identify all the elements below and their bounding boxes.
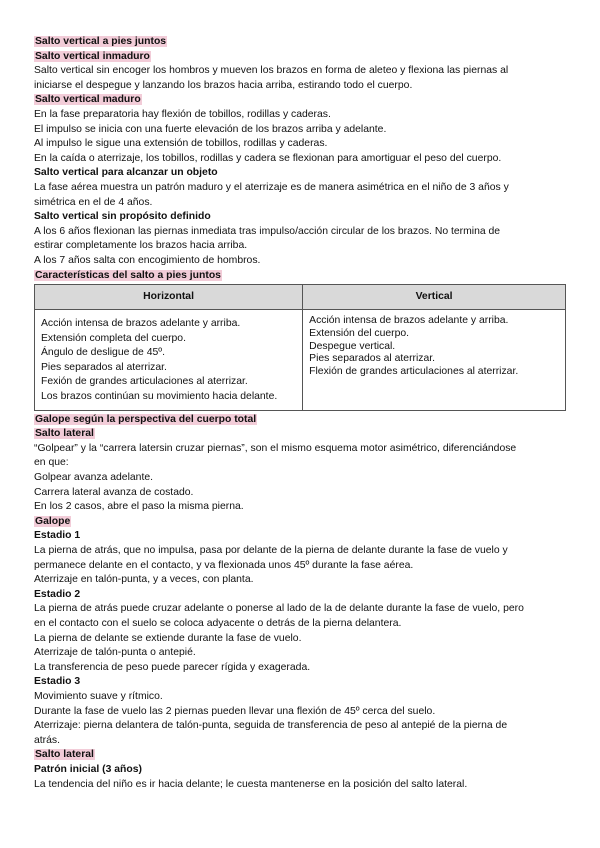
column-header-horizontal: Horizontal — [35, 285, 303, 310]
section-heading — [34, 35, 566, 50]
paragraph-line: Aterrizaje en talón-punta, y a veces, con planta. — [34, 574, 254, 586]
estadio1-title: Estadio 1 — [34, 530, 81, 542]
sinproposito-title: Salto vertical sin propósito definido — [34, 211, 211, 223]
patron-title: Patrón inicial (3 años) — [34, 763, 142, 775]
list-item: Acción intensa de brazos adelante y arriba. — [309, 315, 509, 327]
list-item: Ángulo de desligue de 45º. — [41, 347, 165, 359]
paragraph-line: atrás. — [34, 734, 60, 746]
salto-lateral-title-1: Salto lateral — [35, 428, 94, 440]
list-item: Los brazos continúan su movimiento hacia delante. — [41, 391, 278, 403]
paragraph-line: La pierna de atrás, que no impulsa, pasa por delante de la pierna de delante durante la fase de vuelo y — [34, 545, 508, 556]
list-item: Fexión de grandes articulaciones al aterrizar. — [41, 376, 248, 388]
salto-lateral-title-2: Salto lateral — [35, 749, 94, 761]
table-row — [35, 310, 566, 411]
galope-title: Galope — [35, 515, 71, 527]
paragraph-line: En los 2 casos, abre el paso la misma pierna. — [34, 501, 244, 513]
paragraph-line: iniciarse el despegue y lanzando los brazos hacia arriba, estirando todo el cuerpo. — [34, 79, 413, 91]
paragraph-line: permanece delante en el contacto, y va flexionada unos 45º durante la fase aérea. — [34, 559, 414, 571]
subheading — [34, 748, 566, 763]
paragraph-line: La tendencia del niño es ir hacia delante; le cuesta mantenerse en la posición del salto lateral. — [34, 778, 468, 790]
column-header-vertical: Vertical — [303, 285, 566, 310]
subheading — [34, 515, 566, 530]
paragraph-line: Salto vertical sin encoger los hombros y mueven los brazos en forma de aleteo y flexiona las piernas al — [34, 65, 509, 77]
maduro-title: Salto vertical maduro — [35, 94, 141, 106]
list-item: Flexión de grandes articulaciones al aterrizar. — [309, 366, 519, 378]
list-item: Acción intensa de brazos adelante y arriba. — [41, 318, 241, 330]
list-item: Extensión del cuerpo. — [309, 327, 410, 339]
paragraph-line: Carrera lateral avanza de costado. — [34, 486, 194, 498]
subheading — [34, 50, 566, 65]
paragraph-line: Durante la fase de vuelo las 2 piernas pueden llevar una flexión de 45º cerca del suelo. — [34, 705, 436, 717]
subheading — [34, 269, 566, 284]
estadio2-title: Estadio 2 — [34, 588, 81, 600]
comparison-table — [34, 284, 566, 411]
paragraph-line: Golpear avanza adelante. — [34, 472, 154, 484]
paragraph-line: Al impulso le sigue una extensión de tobillos, rodillas y caderas. — [34, 138, 328, 150]
subheading — [34, 93, 566, 108]
paragraph-line: Aterrizaje de talón-punta o antepié. — [34, 647, 196, 659]
list-item: Extensión completa del cuerpo. — [41, 332, 186, 344]
table-header-row — [35, 285, 566, 310]
paragraph-line: simétrica en el de 4 años. — [34, 196, 153, 208]
horizontal-cell — [35, 310, 303, 411]
paragraph-line: En la caída o aterrizaje, los tobillos, rodillas y cadera se flexionan para amortiguar el peso del cuerpo. — [34, 152, 502, 164]
paragraph-line: en que: — [34, 457, 69, 469]
galope-total-title: Galope según la perspectiva del cuerpo total — [35, 413, 257, 425]
paragraph-line: estirar completamente los brazos hacia arriba. — [34, 240, 248, 252]
vertical-cell — [303, 310, 566, 411]
objeto-title: Salto vertical para alcanzar un objeto — [34, 167, 218, 179]
subheading — [34, 427, 566, 442]
paragraph-line: En la fase preparatoria hay flexión de tobillos, rodillas y caderas. — [34, 108, 331, 120]
document-content — [34, 35, 566, 792]
paragraph-line: A los 6 años flexionan las piernas inmediata tras impulso/acción circular de los brazos. No termina de — [34, 225, 501, 237]
paragraph-line: A los 7 años salta con encogimiento de hombros. — [34, 254, 261, 266]
inmaduro-title: Salto vertical inmaduro — [35, 50, 150, 62]
list-item: Pies separados al aterrizar. — [41, 361, 167, 373]
subheading — [34, 413, 566, 428]
section-title: Salto vertical a pies juntos — [35, 36, 167, 47]
list-item: Pies separados al aterrizar. — [309, 353, 436, 365]
paragraph-line: La pierna de delante se extiende durante la fase de vuelo. — [34, 632, 302, 644]
paragraph-line: Movimiento suave y rítmico. — [34, 690, 163, 702]
list-item: Despegue vertical. — [309, 340, 396, 352]
estadio3-title: Estadio 3 — [34, 676, 81, 688]
paragraph-line: La pierna de atrás puede cruzar adelante o ponerse al lado de la de delante durante la fase de vuelo, pero — [34, 603, 524, 615]
paragraph-line: en el contacto con el suelo se coloca adyacente o detrás de la pierna delantera. — [34, 617, 402, 629]
paragraph-line: La transferencia de peso puede parecer rígida y exagerada. — [34, 661, 311, 673]
paragraph-line: “Golpear” y la “carrera latersin cruzar piernas”, son el mismo esquema motor asimétrico, diferenciándose — [34, 442, 517, 454]
paragraph-line: La fase aérea muestra un patrón maduro y el aterrizaje es de manera asimétrica en el niño de 3 años y — [34, 181, 509, 193]
paragraph-line: Aterrizaje: pierna delantera de talón-punta, seguida de transferencia de peso al antepié de la pierna de — [34, 720, 508, 732]
paragraph-line: El impulso se inicia con una fuerte elevación de los brazos arriba y adelante. — [34, 123, 387, 135]
caracteristicas-title: Características del salto a pies juntos — [35, 269, 221, 281]
